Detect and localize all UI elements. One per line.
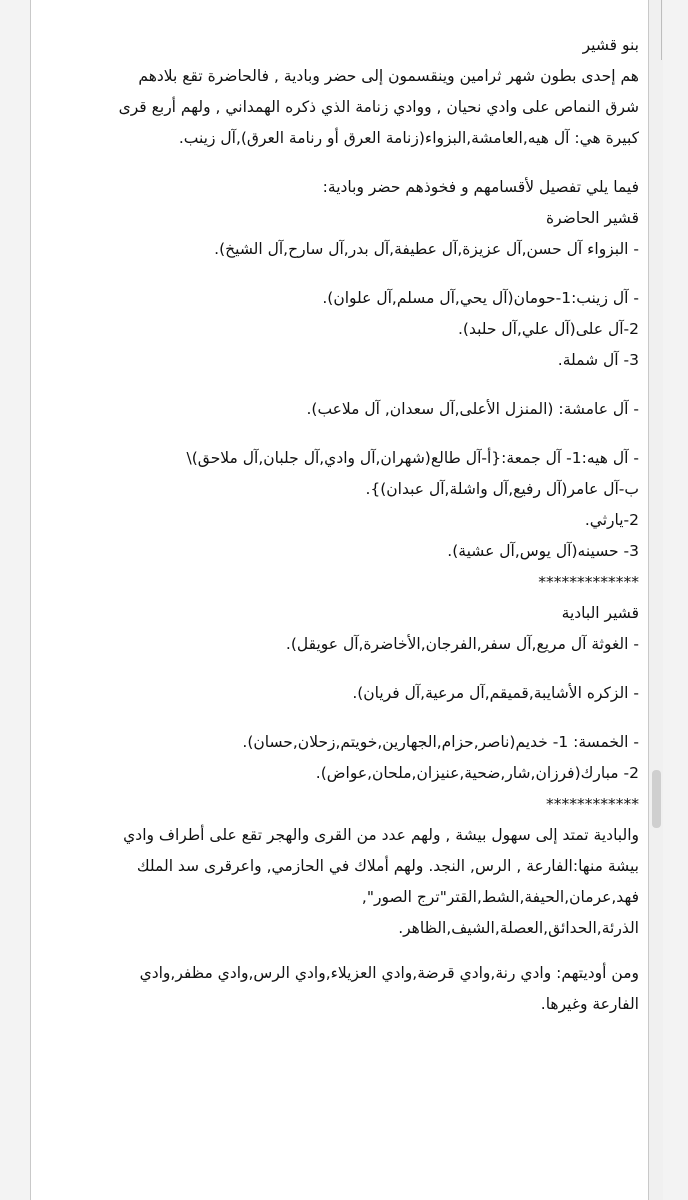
paragraph-line: الذرئة,الحدائق,العصلة,الشيف,الظاهر. (398, 919, 639, 937)
paragraph-line: الفارعة وغيرها. (540, 995, 639, 1013)
list-item: - الزكره الأشايبة,قميقم,آل مرعية,آل فريان). (352, 684, 639, 702)
list-item: - آل عامشة: (المنزل الأعلى,آل سعدان, آل ملاعب). (306, 400, 639, 418)
paragraph-line: بيشة منها:الفارعة , الرس, النجد. ولهم أملاك في الحازمي, واعرقرى سد الملك (136, 857, 639, 875)
section-intro: فيما يلي تفصيل لأقسامهم و فخوذهم حضر وبادية: (322, 178, 639, 196)
subheading-hadira: قشير الحاضرة (546, 209, 639, 227)
list-item: 3- آل شملة. (557, 351, 639, 369)
list-item: - آل هيه:1- آل جمعة:{أ-آل طالع(شهران,آل وادي,آل جلبان,آل ملاحق)\ (186, 449, 639, 467)
scrollbar-thumb[interactable] (652, 770, 661, 828)
document-text (39, 30, 639, 1020)
paragraph-line: ومن أوديتهم: وادي رنة,وادي قرضة,وادي العزيلاء,وادي الرس,وادي مظفر,وادي (139, 964, 639, 982)
scrollbar-top-edge (653, 0, 662, 60)
document-page (31, 0, 648, 1200)
list-item: 3- حسينه(آل يوس,آل عشية). (447, 542, 639, 560)
paragraph-line: فهد,عرمان,الحيفة,الشط,القتر"ترج الصور", (361, 888, 639, 906)
list-item: - آل زينب:1-حومان(آل يحي,آل مسلم,آل علوان). (322, 289, 639, 307)
list-item: 2-يارثي. (584, 511, 639, 529)
paragraph-line: والبادية تمتد إلى سهول بيشة , ولهم عدد من القرى والهجر تقع على أطراف وادي (123, 826, 639, 844)
list-item: - الخمسة: 1- خديم(ناصر,حزام,الجهارين,خويتم,زحلان,حسان). (242, 733, 639, 751)
separator-stars: ************* (538, 573, 639, 591)
paragraph-line: هم إحدى بطون شهر ثرامين وينقسمون إلى حضر وبادية , فالحاضرة تقع بلادهم (138, 67, 639, 85)
subheading-badia: قشير البادية (561, 604, 639, 622)
scrollbar[interactable] (649, 0, 663, 1200)
left-margin (0, 0, 31, 1200)
list-item: 2- مبارك(فرزان,شار,ضحية,عنيزان,ملحان,عواض). (315, 764, 639, 782)
paragraph-line: كبيرة هي: آل هيه,العامشة,البزواء(زنامة العرق أو رنامة العرق),آل زينب. (178, 129, 639, 147)
list-item: 2-آل على(آل علي,آل حلبد). (457, 320, 639, 338)
heading-bani-qushair: بنو قشير (582, 36, 639, 54)
list-item: ب-آل عامر(آل رفيع,آل واشلة,آل عبدان)}. (365, 480, 639, 498)
paragraph-line: شرق النماص على وادي نحيان , ووادي زنامة الذي ذكره الهمداني , ولهم أربع قرى (118, 98, 639, 116)
separator-stars: ************ (546, 795, 639, 813)
list-item: - الغوثة آل مريع,آل سفر,الفرجان,الأخاضرة,آل عويقل). (285, 635, 639, 653)
list-item: - البزواء آل حسن,آل عزيزة,آل عطيفة,آل بدر,آل سارح,آل الشيخ). (214, 240, 639, 258)
